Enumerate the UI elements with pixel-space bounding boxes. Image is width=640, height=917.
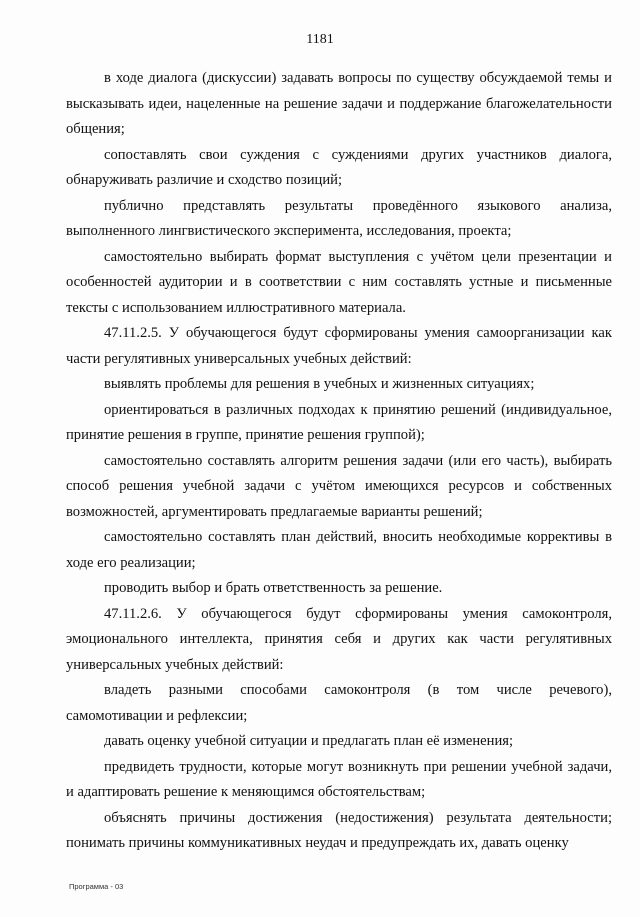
paragraph: владеть разными способами самоконтроля (в том числе речевого), самомотивации и рефлексии; <box>66 682 612 724</box>
section-paragraph: 47.11.2.6. У обучающегося будут сформированы умения самоконтроля, эмоционального интеллекта, принятия себя и других как части регулятивных универсальных учебных действий: <box>66 605 612 673</box>
paragraph: объяснять причины достижения (недостижения) результата деятельности; понимать причины коммуникативных неудач и предупреждать их, давать оценку <box>66 809 612 851</box>
paragraph: давать оценку учебной ситуации и предлагать план её изменения; <box>104 733 514 749</box>
paragraph: проводить выбор и брать ответственность за решение. <box>104 580 443 596</box>
paragraph: ориентироваться в различных подходах к принятию решений (индивидуальное, принятие решения в группе, принятие решения группой); <box>66 401 612 443</box>
paragraph: самостоятельно выбирать формат выступления с учётом цели презентации и особенностей аудитории и в соответствии с ним составлять устные и письменные тексты с использованием иллюстративного материала. <box>66 248 612 316</box>
paragraph: в ходе диалога (дискуссии) задавать вопросы по существу обсуждаемой темы и высказывать идеи, нацеленные на решение задачи и поддержание благожелательности общения; <box>66 70 612 137</box>
paragraph: самостоятельно составлять алгоритм решения задачи (или его часть), выбирать способ решения учебной задачи с учётом имеющихся ресурсов и собственных возможностей, аргументировать предлагаемые варианты решений; <box>66 452 612 520</box>
paragraph: самостоятельно составлять план действий, вносить необходимые коррективы в ходе его реализации; <box>66 529 612 571</box>
footer-label: Программа - 03 <box>69 882 124 891</box>
page-number: 1181 <box>306 32 334 47</box>
paragraph: публично представлять результаты проведённого языкового анализа, выполненного лингвистического эксперимента, исследования, проекта; <box>66 197 612 239</box>
paragraph: предвидеть трудности, которые могут возникнуть при решении учебной задачи, и адаптировать решение к меняющимся обстоятельствам; <box>66 758 612 800</box>
section-paragraph: 47.11.2.5. У обучающегося будут сформированы умения самоорганизации как части регулятивных универсальных учебных действий: <box>66 325 612 367</box>
paragraph: выявлять проблемы для решения в учебных и жизненных ситуациях; <box>104 376 535 392</box>
paragraph: сопоставлять свои суждения с суждениями других участников диалога, обнаруживать различие и сходство позиций; <box>66 146 612 188</box>
body-text <box>66 66 612 857</box>
